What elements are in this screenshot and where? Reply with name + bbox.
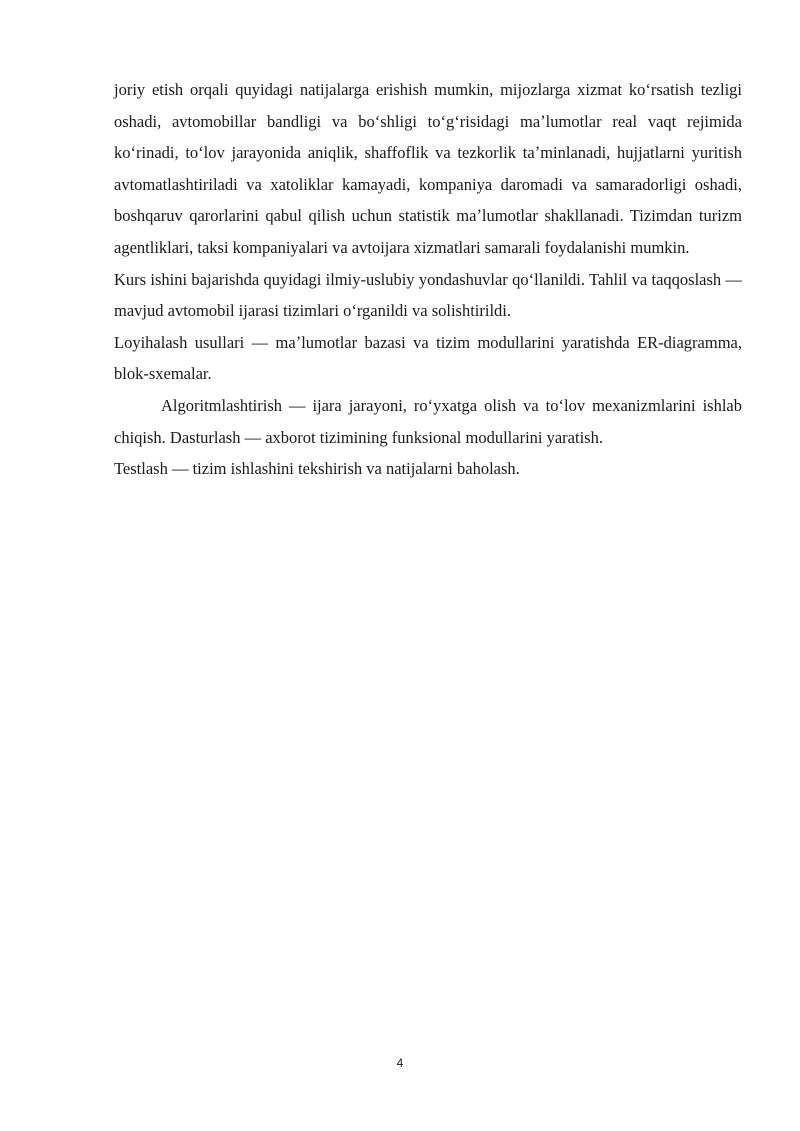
paragraph-expected-results: joriy etish orqali quyidagi natijalarga erishish mumkin, mijozlarga xizmat koʻrsatish tezligi oshadi, avtomobillar bandligi va boʻshligi toʻgʻrisidagi maʼlumotlar real vaqt rejimida koʻrinadi, toʻlov jarayonida aniqlik, shaffoflik va tezkorlik taʼminlanadi, hujjatlarni yuritish avtomatlashtiriladi va xatoliklar kamayadi, kompaniya daromadi va samaradorligi oshadi, boshqaruv qarorlarini qabul qilish uchun statistik maʼlumotlar shakllanadi. Tizimdan turizm agentliklari, taksi kompaniyalari va avtoijara xizmatlari samarali foydalanishi mumkin. xyxy=(114,80,742,257)
document-body xyxy=(114,74,742,485)
paragraph-testing: Testlash — tizim ishlashini tekshirish va natijalarni baholash. xyxy=(114,459,520,479)
paragraph-methodology: Kurs ishini bajarishda quyidagi ilmiy-uslubiy yondashuvlar qoʻllanildi. Tahlil va taqqoslash — mavjud avtomobil ijarasi tizimlari oʻrganildi va solishtirildi. xyxy=(114,269,742,321)
paragraph-design-methods: Loyihalash usullari — maʼlumotlar bazasi va tizim modullarini yaratishda ER-diagramma, blok-sxemalar. xyxy=(114,332,742,384)
page-number: 4 xyxy=(396,1056,404,1070)
paragraph-algorithmization: Algoritmlashtirish — ijara jarayoni, roʻyxatga olish va toʻlov mexanizmlarini ishlab chiqish. Dasturlash — axborot tizimining funksional modullarini yaratish. xyxy=(114,395,742,447)
